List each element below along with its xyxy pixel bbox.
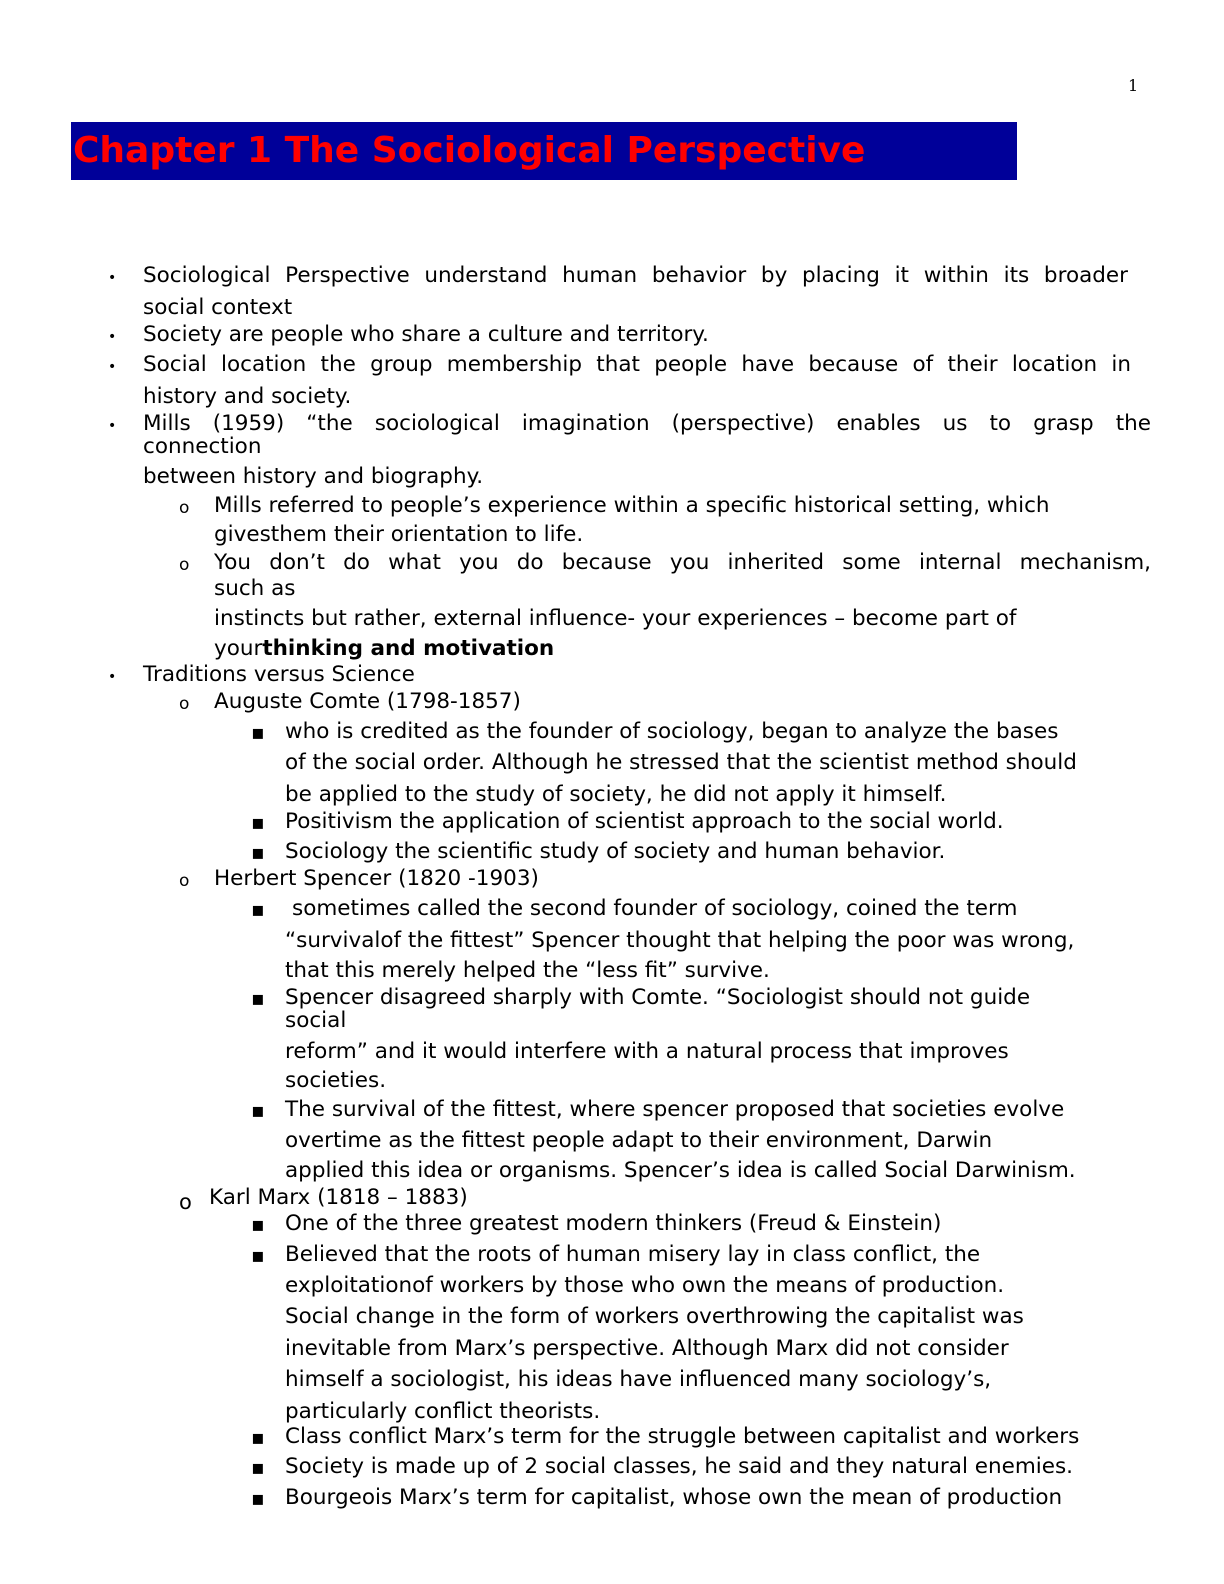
square-marker: ▪ (251, 840, 265, 864)
text-line: Positivism the application of scientist approach to the social world. (285, 809, 1004, 834)
text-line: sometimes called the second founder of sociology, coined the term (292, 896, 1018, 921)
square-marker: ▪ (251, 986, 265, 1010)
text-line: Class conflict Marx’s term for the struggle between capitalist and workers (285, 1424, 1080, 1449)
text-line: reform” and it would interfere with a natural process that improves (285, 1039, 1009, 1064)
text-line: Sociological Perspective understand human behavior by placing it within its broader (143, 263, 1128, 288)
square-marker: ▪ (251, 810, 265, 834)
text-line: history and society. (143, 384, 352, 409)
text-line: societies. (285, 1068, 387, 1093)
text-line: such as (214, 576, 296, 601)
text-line: One of the three greatest modern thinkers (Freud & Einstein) (285, 1211, 942, 1236)
text-line: overtime as the fittest people adapt to their environment, Darwin (285, 1128, 993, 1153)
text-line: “survivalof the fittest” Spencer thought that helping the poor was wrong, (285, 928, 1075, 953)
text-line: Social location the group membership that people have because of their location in (143, 352, 1131, 377)
circle-marker: o (179, 694, 190, 714)
emphasis-text: thinking and motivation (262, 636, 555, 661)
text-line: social context (143, 295, 293, 320)
text-line: Believed that the roots of human misery lay in class conflict, the (285, 1242, 981, 1267)
circle-marker: o (179, 1190, 192, 1214)
square-marker: ▪ (251, 1098, 265, 1122)
section-heading: Auguste Comte (1798-1857) (214, 689, 521, 714)
page-number: 1 (1128, 76, 1139, 95)
text-line: Society are people who share a culture and territory. (143, 322, 709, 347)
text-line: particularly conflict theorists. (285, 1399, 601, 1424)
text-line: social (285, 1008, 347, 1033)
text-line: givesthem their orientation to life. (214, 522, 584, 547)
text-line: Society is made up of 2 social classes, he said and they natural enemies. (285, 1454, 1074, 1479)
section-heading: Herbert Spencer (1820 -1903) (214, 866, 539, 891)
text-line: who is credited as the founder of sociology, began to analyze the bases (285, 719, 1059, 744)
section-heading: Karl Marx (1818 – 1883) (209, 1185, 468, 1210)
square-marker: ▪ (251, 720, 265, 744)
text-line: between history and biography. (143, 464, 484, 489)
bullet-marker: • (108, 418, 117, 434)
text-line: Mills (1959) “the sociological imagination (perspective) enables us to grasp the (143, 411, 1151, 436)
square-marker: ▪ (251, 1212, 265, 1236)
bullet-marker: • (108, 359, 117, 375)
text-line: Spencer disagreed sharply with Comte. “Sociologist should not guide (285, 985, 1031, 1010)
circle-marker: o (179, 498, 190, 518)
text-line: Traditions versus Science (143, 662, 415, 687)
bullet-marker: • (108, 669, 117, 685)
text-line: of the social order. Although he stressed that the scientist method should (285, 750, 1077, 775)
square-marker: ▪ (251, 1455, 265, 1479)
circle-marker: o (179, 871, 190, 891)
square-marker: ▪ (251, 1486, 265, 1510)
bullet-marker: • (108, 270, 117, 286)
square-marker: ▪ (251, 1425, 265, 1449)
text-line: Social change in the form of workers overthrowing the capitalist was (285, 1304, 1024, 1329)
text-line: be applied to the study of society, he did not apply it himself. (285, 782, 947, 807)
text-line: connection (143, 434, 262, 459)
text-line: Sociology the scientific study of society and human behavior. (285, 839, 946, 864)
bullet-marker: • (108, 329, 117, 345)
text-line (214, 637, 554, 662)
text-line: instincts but rather, external influence- your experiences – become part of (214, 606, 1017, 631)
chapter-title: Chapter 1 The Sociological Perspective (71, 122, 1017, 180)
text-line: inevitable from Marx’s perspective. Although Marx did not consider (285, 1336, 1009, 1361)
circle-marker: o (179, 555, 190, 575)
square-marker: ▪ (251, 897, 265, 921)
text-line: Mills referred to people’s experience within a specific historical setting, which (214, 493, 1050, 518)
text-line: that this merely helped the “less fit” survive. (285, 958, 770, 983)
text-line: Bourgeois Marx’s term for capitalist, whose own the mean of production (285, 1485, 1063, 1510)
text-line: You don’t do what you do because you inherited some internal mechanism, (214, 550, 1151, 575)
text-line: applied this idea or organisms. Spencer’s idea is called Social Darwinism. (285, 1158, 1076, 1183)
square-marker: ▪ (251, 1243, 265, 1267)
text-segment: your (214, 636, 263, 661)
text-line: himself a sociologist, his ideas have influenced many sociology’s, (285, 1367, 992, 1392)
text-line: exploitationof workers by those who own the means of production. (285, 1273, 1005, 1298)
text-line: The survival of the fittest, where spencer proposed that societies evolve (285, 1097, 1065, 1122)
